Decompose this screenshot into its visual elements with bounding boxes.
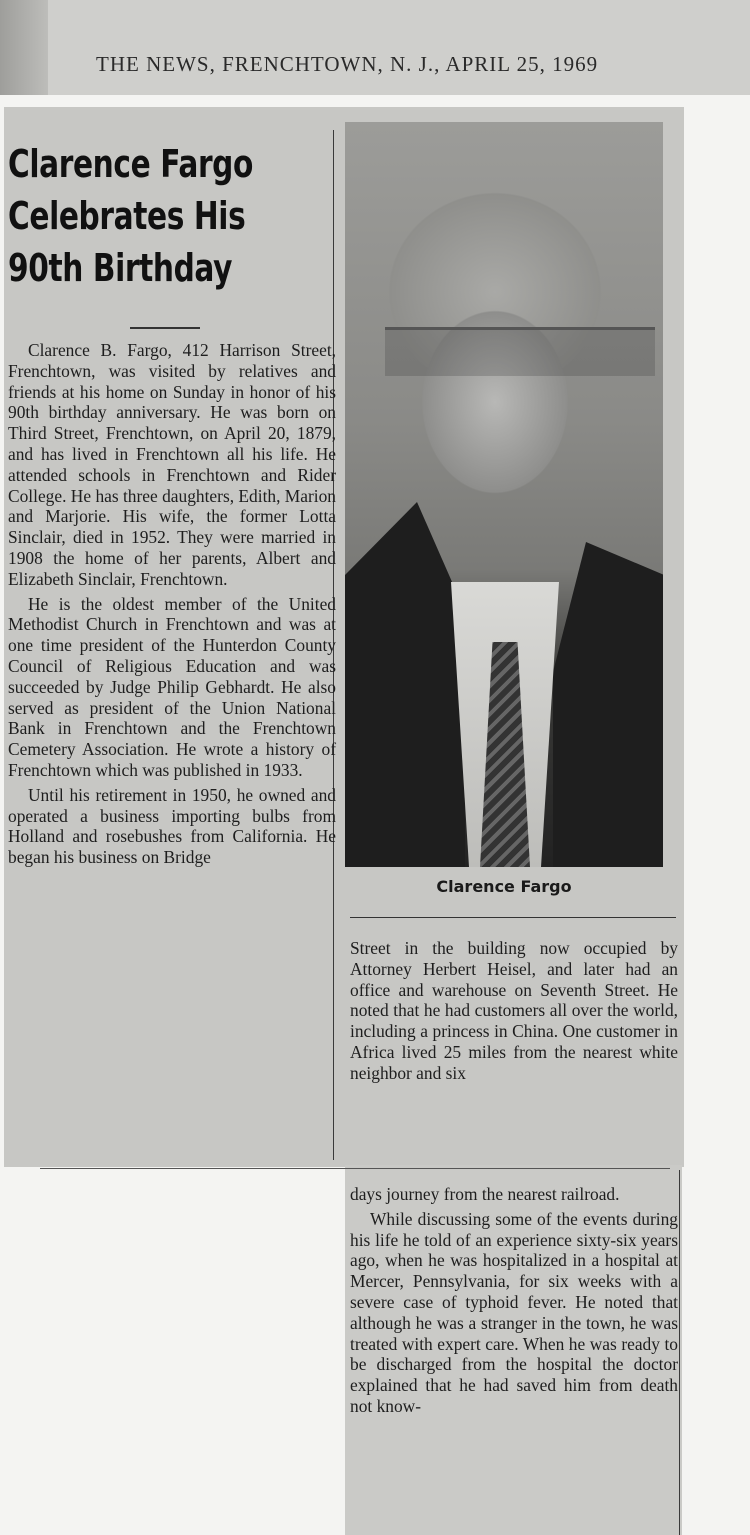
paragraph: days journey from the nearest railroad. [350, 1184, 620, 1204]
paragraph: While discussing some of the events during his life he told of an experience sixty-six years ago, when he was hospitalized in a hospital at Mercer, Pennsylvania, for six weeks with a severe case of typhoid fever. He noted that although he was a stranger in the town, he was treated with expert care. When he was ready to be discharged from the hospital the doctor explained that he had saved him from death not know- [350, 1208, 678, 1416]
paragraph: He is the oldest member of the United Methodist Church in Frenchtown and was at one time president of the Hunterdon County Council of Religious Education and was succeeded by Judge Philip Gebhardt. He also served as president of the Union National Bank in Frenchtown and the Frenchtown Cemetery Association. He wrote a history of Frenchtown which was published in 1933. [8, 593, 336, 780]
column-border [679, 1170, 680, 1535]
masthead-band [0, 0, 750, 95]
article-column-2 [350, 938, 678, 1088]
paragraph: Clarence B. Fargo, 412 Harrison Street, Frenchtown, was visited by relatives and friends at his home on Sunday in honor of his 90th birthday anniversary. He was born on Third Street, Frenchtown, on April 20, 1879, and has lived in Frenchtown all his life. He attended schools in Frenchtown and Rider College. He has three daughters, Edith, Marion and Marjorie. His wife, the former Lotta Sinclair, died in 1952. They were married in 1908 the home of her parents, Albert and Elizabeth Sinclair, Frenchtown. [8, 340, 336, 589]
photo-caption: Clarence Fargo [436, 877, 572, 896]
scan-smudge [0, 0, 48, 95]
paragraph: Street in the building now occupied by Attorney Herbert Heisel, and later had an office and warehouse on Seventh Street. He noted that he had customers all over the world, including a princess in China. One customer in Africa lived 25 miles from the nearest white neighbor and six [350, 938, 678, 1083]
paragraph: Until his retirement in 1950, he owned and operated a business importing bulbs from Holland and rosebushes from California. He began his business on Bridge [8, 784, 336, 868]
article-column-2-continued [350, 1184, 678, 1421]
headline-rule [130, 327, 200, 329]
article-column-1 [8, 340, 336, 872]
clipping-bottom-rule [40, 1168, 670, 1169]
article-headline: Clarence Fargo Celebrates His 90th Birthday [8, 142, 253, 290]
glasses-shape [385, 327, 655, 376]
portrait-photo [345, 122, 663, 867]
newspaper-masthead: THE NEWS, FRENCHTOWN, N. J., APRIL 25, 1969 [96, 52, 599, 76]
caption-rule [350, 917, 676, 918]
